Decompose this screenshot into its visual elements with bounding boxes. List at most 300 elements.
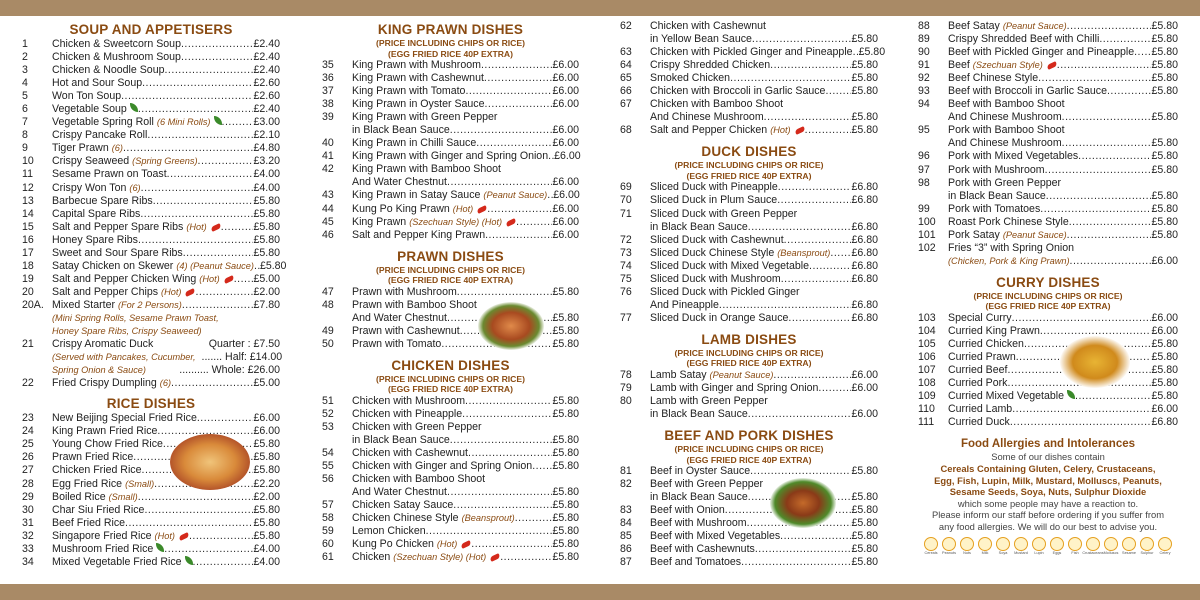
item-name: Chicken with Pickled Ginger and Pineapple (650, 46, 853, 59)
item-body (352, 551, 579, 564)
item-number: 97 (918, 163, 930, 176)
item-name: Chicken with Cashewnut (352, 447, 468, 460)
item-price: £5.80 (253, 529, 280, 542)
menu-item-row (918, 33, 1178, 46)
dot-leader (221, 221, 254, 234)
dot-leader (447, 176, 552, 189)
menu-item-row (918, 85, 1178, 98)
item-name: Vegetable Soup (52, 103, 127, 116)
menu-item-row (22, 195, 280, 208)
item-name: Beef Chinese Style (948, 72, 1039, 85)
item-price: £5.80 (552, 324, 579, 337)
item-price: £5.80 (1151, 377, 1178, 390)
allergen-label: Fish (1071, 551, 1079, 556)
item-name: Roast Pork Chinese Style (948, 215, 1069, 228)
item-name: Kung Po King Prawn (352, 202, 450, 215)
chili-hot-icon (461, 541, 472, 550)
item-note: (Spring Greens) (132, 156, 198, 167)
item-price: £5.80 (253, 464, 280, 477)
item-body (650, 556, 878, 569)
item-price: £6.00 (552, 59, 579, 71)
item-number: 80 (620, 395, 632, 408)
item-number: 7 (22, 116, 28, 129)
item-body (948, 46, 1178, 59)
item-number: 22 (22, 377, 34, 390)
menu-item-row (22, 273, 280, 286)
item-body (948, 124, 1178, 137)
chili-hot-icon (185, 288, 196, 297)
item-price: £5.80 (552, 434, 579, 447)
item-name: Lamb with Ginger and Spring Onion (650, 381, 819, 394)
item-price: £5.80 (1151, 46, 1178, 59)
item-name: Chicken with Mushroom (352, 394, 466, 407)
item-body (52, 286, 280, 299)
item-price: £5.80 (253, 220, 280, 233)
item-name: King Prawn with Tomato (352, 85, 466, 98)
item-price: £6.80 (851, 220, 878, 233)
item-body (52, 142, 280, 155)
dot-leader (516, 216, 552, 229)
beef-pork-continued-list (918, 20, 1178, 268)
menu-item-row (918, 229, 1178, 242)
item-body (52, 51, 280, 64)
item-price: £6.00 (552, 137, 579, 150)
menu-item-row (918, 312, 1178, 325)
item-body (650, 465, 878, 478)
menu-item-row (918, 242, 1178, 255)
dot-leader (198, 155, 254, 168)
item-body (650, 72, 878, 85)
item-name: Hot and Sour Soup (52, 77, 143, 90)
item-name: Honey Spare Ribs (52, 233, 138, 246)
item-number (322, 312, 352, 325)
menu-item-row (22, 155, 280, 168)
item-number: 105 (918, 337, 936, 350)
section-subnote: (EGG FRIED RICE 40P EXTRA) (985, 301, 1111, 312)
dot-leader (189, 530, 254, 543)
item-note: (Beansprout) (461, 513, 515, 524)
item-name: King Prawn (352, 215, 407, 228)
item-price: £5.80 (552, 525, 579, 538)
menu-item-row (918, 190, 1178, 203)
menu-item-row (22, 491, 280, 504)
item-name: Smoked Chicken (650, 72, 731, 85)
vegetarian-leaf-icon (214, 116, 222, 125)
item-body (948, 229, 1178, 242)
item-price: £5.80 (1151, 215, 1178, 228)
item-body (650, 286, 878, 299)
item-name: King Prawn with Mushroom (352, 59, 481, 71)
item-name: Crispy Pancake Roll (52, 129, 148, 142)
dot-leader (487, 203, 552, 216)
menu-item-row (620, 72, 878, 85)
item-price: £5.80 (1151, 150, 1178, 163)
item-name: Fries “3” with Spring Onion (948, 241, 1074, 254)
item-name: Boiled Rice (52, 490, 106, 503)
menu-column-2 (322, 20, 579, 582)
menu-item-row (620, 59, 878, 72)
item-price: £4.80 (253, 142, 280, 155)
item-body (948, 312, 1178, 325)
dot-leader (182, 299, 254, 312)
item-number: 108 (918, 377, 936, 390)
item-number: 48 (322, 298, 334, 311)
item-number: 106 (918, 351, 936, 364)
dot-leader (481, 59, 553, 72)
menu-item-row (22, 412, 280, 425)
item-number: 54 (322, 447, 334, 460)
item-name: Prawn with Mushroom (352, 285, 457, 298)
item-name: Sliced Duck with Green Pepper (650, 207, 798, 220)
dot-leader (222, 116, 254, 129)
item-price: £5.80 (552, 512, 579, 525)
item-name: Sliced Duck with Pineapple (650, 181, 778, 194)
allergen-icons-row (918, 537, 1178, 556)
dot-leader (484, 98, 552, 111)
item-note: (6) (129, 182, 141, 193)
item-number: 31 (22, 516, 34, 529)
vegetarian-leaf-icon (130, 103, 138, 112)
item-number: 16 (22, 233, 34, 246)
item-body (52, 273, 280, 286)
chili-hot-icon (210, 223, 221, 232)
item-price: £2.60 (253, 90, 280, 103)
item-note: (Peanut Sauce) (709, 369, 774, 380)
chili-hot-icon (178, 532, 189, 541)
allergen-icon-item (960, 537, 975, 556)
dot-leader (164, 64, 253, 77)
item-body (352, 163, 579, 176)
item-number: 50 (322, 337, 334, 350)
section-title-rice: RICE DISHES (106, 396, 196, 412)
item-number (918, 137, 948, 150)
item-body (650, 478, 878, 491)
dot-leader (141, 182, 254, 195)
item-body (948, 85, 1178, 98)
menu-item-row (918, 325, 1178, 338)
item-price: £5.80 (1151, 137, 1178, 150)
item-number (322, 486, 352, 499)
item-body (650, 382, 878, 395)
item-price: £6.00 (552, 202, 579, 215)
king-prawn-list (322, 59, 579, 242)
item-body (352, 111, 579, 124)
item-price: £5.80 (552, 407, 579, 420)
item-name: Prawn with Cashewnut (352, 324, 460, 337)
item-number: 3 (22, 64, 28, 77)
duck-list (620, 181, 878, 325)
curry-list (918, 312, 1178, 429)
dot-leader (181, 38, 254, 51)
menu-item-row (918, 255, 1178, 268)
allergen-icon-item (924, 537, 939, 556)
item-body (352, 395, 579, 408)
item-number (918, 190, 948, 203)
item-note: (Served with Pancakes, Cucumber, (52, 352, 196, 363)
item-name: Egg Fried Rice (52, 477, 123, 490)
item-body (352, 408, 579, 421)
item-name: And Chinese Mushroom (948, 137, 1062, 150)
dot-leader (1067, 20, 1152, 33)
allergen-icon-item (996, 537, 1011, 556)
item-body (52, 325, 280, 338)
item-number: 2 (22, 51, 28, 64)
item-price: £5.80 (552, 337, 579, 350)
menu-item-row (22, 377, 280, 390)
item-price: £5.80 (851, 33, 878, 46)
dot-leader (181, 51, 254, 64)
allergen-label: Molluscs (1103, 551, 1119, 556)
item-body (650, 299, 878, 312)
top-border-band (0, 0, 1200, 16)
item-price: £3.00 (253, 116, 280, 129)
section-title-chicken: CHICKEN DISHES (391, 357, 510, 373)
item-body (948, 72, 1178, 85)
allergen-label: Crustaceans (1082, 551, 1104, 556)
rice-list (22, 412, 280, 569)
item-price: £6.80 (1151, 416, 1178, 429)
item-name: King Prawn in Chilli Sauce (352, 137, 477, 150)
item-number: 93 (918, 85, 930, 98)
item-body (352, 486, 579, 499)
section-subnote: (PRICE INCLUDING CHIPS OR RICE) (973, 290, 1123, 301)
menu-item-row (22, 77, 280, 90)
dot-leader (450, 124, 553, 137)
allergen-icon-item (1068, 537, 1083, 556)
menu-item-row (322, 525, 579, 538)
allergen-icon (1050, 537, 1064, 551)
dot-leader (123, 142, 254, 155)
dot-leader (730, 72, 851, 85)
allergy-text: any food allergies. We will do our best to advise you. (938, 520, 1158, 532)
item-number: 57 (322, 499, 334, 512)
dot-leader (171, 377, 253, 390)
dot-leader (453, 499, 552, 512)
item-number: 42 (322, 163, 334, 176)
item-price: £2.10 (253, 129, 280, 142)
item-number (620, 33, 650, 46)
item-price: £5.80 (851, 72, 878, 85)
item-price: £4.00 (253, 555, 280, 568)
item-number: 51 (322, 394, 334, 407)
item-price: £6.80 (851, 181, 878, 194)
dot-leader (1010, 416, 1152, 429)
item-number: 91 (918, 59, 930, 72)
menu-item-row (620, 369, 878, 382)
dot-leader (426, 525, 553, 538)
item-price: £6.00 (253, 412, 280, 425)
item-price: £2.00 (253, 490, 280, 503)
menu-item-row (918, 20, 1178, 33)
item-name: Chicken & Sweetcorn Soup (52, 38, 181, 50)
item-number: 39 (322, 111, 334, 124)
item-name: King Prawn with Cashewnut (352, 72, 484, 85)
item-body (352, 176, 579, 189)
item-price: £5.80 (253, 451, 280, 464)
item-number: 110 (918, 403, 935, 416)
item-note: (Hot) (452, 203, 474, 214)
item-price: £2.00 (253, 285, 280, 298)
item-name: Beef with Mushroom (650, 517, 747, 530)
item-body (352, 72, 579, 85)
item-number: 77 (620, 311, 632, 324)
dot-leader (1078, 150, 1151, 163)
chili-hot-icon (490, 554, 501, 563)
item-body (650, 312, 878, 325)
item-price: £6.00 (552, 124, 579, 137)
item-price: £6.00 (554, 150, 581, 163)
item-body (52, 247, 280, 260)
menu-item-row (322, 434, 579, 447)
item-note: Honey Spare Ribs, Crispy Seaweed) (52, 326, 202, 337)
menu-item-row (620, 247, 878, 260)
menu-item-row (322, 473, 579, 486)
menu-item-row (620, 260, 878, 273)
dot-leader (830, 247, 851, 260)
item-price: £6.00 (1151, 254, 1178, 267)
item-number (322, 124, 352, 137)
menu-item-row (22, 338, 280, 351)
dot-leader (138, 234, 254, 247)
menu-item-row (322, 189, 579, 202)
item-number: 101 (918, 228, 936, 241)
item-price: £5.80 (1151, 59, 1178, 72)
item-body (52, 208, 280, 221)
menu-item-row (322, 512, 579, 525)
item-price: £6.00 (851, 368, 878, 381)
bottom-border-band (0, 584, 1200, 600)
allergen-icon-item (1104, 537, 1119, 556)
item-number: 53 (322, 420, 334, 433)
item-name: Chicken & Noodle Soup (52, 64, 165, 77)
dot-leader (764, 111, 852, 124)
item-note: (Peanut Sauce) (483, 190, 548, 201)
menu-item-row (22, 530, 280, 543)
menu-item-row (322, 59, 579, 72)
menu-item-row (620, 208, 878, 221)
menu-item-row (620, 556, 878, 569)
menu-item-row (22, 425, 280, 438)
item-body (52, 491, 280, 504)
item-body (650, 234, 878, 247)
menu-item-row (918, 364, 1178, 377)
item-body (948, 242, 1178, 255)
item-number: 103 (918, 311, 936, 324)
menu-item-row (620, 491, 878, 504)
item-body (52, 517, 280, 530)
menu-item-row (22, 90, 280, 103)
item-number: 60 (322, 538, 334, 551)
allergen-label: Sesame (1122, 551, 1136, 556)
item-body (52, 478, 280, 491)
item-note: (Beansprout) (777, 247, 831, 258)
menu-item-row (620, 517, 878, 530)
item-name: Beef Satay (948, 20, 1000, 32)
item-name: King Prawn in Satay Sauce (352, 189, 481, 202)
item-name: Singapore Fried Rice (52, 529, 152, 542)
item-body (52, 155, 280, 168)
item-body (948, 216, 1178, 229)
item-number: 81 (620, 465, 632, 478)
menu-item-row (620, 465, 878, 478)
dot-leader (719, 299, 852, 312)
item-note: (Szechuan Style) (Hot) (393, 552, 487, 563)
item-price: £5.80 (1151, 163, 1178, 176)
item-name: And Water Chestnut (352, 311, 447, 324)
item-name: Sweet and Sour Spare Ribs (52, 246, 183, 259)
item-number: 30 (22, 503, 34, 516)
item-name: Chicken with Bamboo Shoot (352, 473, 486, 486)
menu-item-row (322, 447, 579, 460)
menu-item-row (22, 182, 280, 195)
dot-leader (805, 124, 852, 137)
item-name: And Water Chestnut (352, 486, 447, 499)
item-price: Quarter : £7.50 (208, 338, 280, 351)
menu-item-row (620, 46, 886, 59)
item-number: 37 (322, 85, 334, 98)
item-body (948, 190, 1178, 203)
dot-leader (1070, 255, 1152, 268)
item-name: Pork Satay (948, 228, 1000, 241)
item-number: 89 (918, 33, 930, 46)
section-title-king-prawn: KING PRAWN DISHES (377, 22, 524, 37)
item-number: 70 (620, 194, 632, 207)
item-body (52, 425, 280, 438)
allergen-label: Milk (981, 551, 989, 556)
item-name: King Prawn with Green Pepper (352, 111, 498, 124)
item-number: 99 (918, 202, 930, 215)
section-subnote: (PRICE INCLUDING CHIPS OR RICE) (376, 373, 525, 384)
item-number: 41 (322, 150, 334, 163)
item-price: £6.80 (851, 246, 878, 259)
item-number: 28 (22, 477, 34, 490)
menu-item-row (620, 234, 878, 247)
allergen-icon (924, 537, 938, 551)
item-body (650, 85, 878, 98)
item-body (948, 403, 1178, 416)
menu-item-row (918, 338, 1178, 351)
item-name: Chicken Fried Rice (52, 464, 142, 477)
item-number: 10 (22, 155, 34, 168)
item-price: £5.80 (552, 538, 579, 551)
item-number: 24 (22, 425, 34, 438)
item-name: And Chinese Mushroom (948, 111, 1062, 124)
item-body (948, 59, 1178, 72)
allergen-label: Mustard (1014, 551, 1028, 556)
dot-leader (1067, 229, 1152, 242)
dot-leader (784, 234, 852, 247)
item-name: Curried King Prawn (948, 324, 1040, 337)
item-number (918, 255, 948, 268)
item-number (22, 364, 52, 377)
item-price: £5.80 (552, 394, 579, 407)
item-name: Chicken (352, 551, 391, 564)
menu-item-row (22, 208, 280, 221)
item-body (352, 434, 579, 447)
item-body (52, 530, 280, 543)
allergy-text: Please inform our staff before ordering if you suffer from (931, 509, 1165, 521)
menu-item-row (22, 286, 280, 299)
menu-item-row (322, 286, 579, 299)
menu-item-row (322, 137, 579, 150)
item-price: £5.80 (552, 486, 579, 499)
item-number: 82 (620, 478, 632, 491)
menu-item-row (22, 168, 280, 181)
item-body (352, 525, 579, 538)
dot-leader (234, 273, 254, 286)
menu-item-row (22, 64, 280, 77)
item-name: Curried Chicken (948, 337, 1024, 350)
